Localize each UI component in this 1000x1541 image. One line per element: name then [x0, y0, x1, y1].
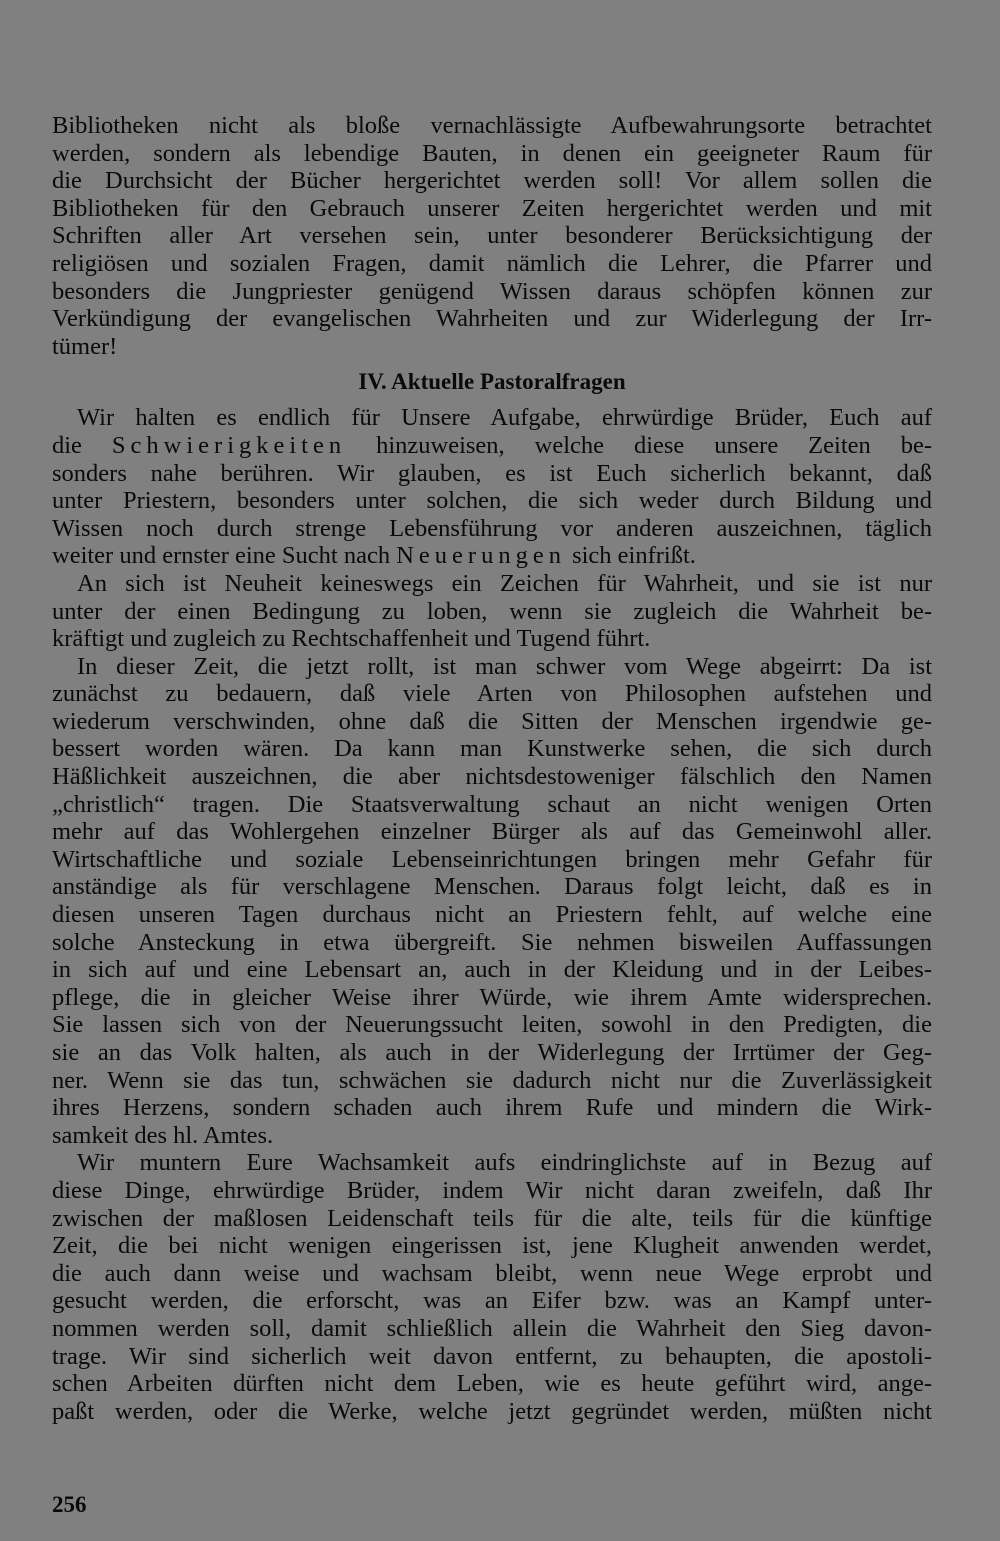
paragraph-4 — [52, 653, 932, 1150]
text-line: „christlich“ tragen. Die Staatsverwaltung schaut an nicht wenigen Orten — [52, 790, 932, 818]
text-line: Schriften aller Art versehen sein, unter besonderer Berücksichtigung der — [52, 222, 932, 250]
text-line: bessert worden wären. Da kann man Kunstwerke sehen, die sich durch — [52, 735, 932, 763]
text-line: Verkündigung der evangelischen Wahrheiten und zur Widerlegung der Irr- — [52, 305, 932, 333]
text-line — [52, 432, 932, 460]
text-line: mehr auf das Wohlergehen einzelner Bürger als auf das Gemeinwohl aller. — [52, 818, 932, 846]
text-line: kräftigt und zugleich zu Rechtschaffenheit und Tugend führt. — [52, 625, 651, 653]
text-fragment: weiter und ernster eine Sucht nach — [52, 542, 391, 570]
text-line: religiösen und sozialen Fragen, damit nämlich die Lehrer, die Pfarrer und — [52, 249, 932, 277]
text-line: anständige als für verschlagene Menschen. Daraus folgt leicht, daß es in — [52, 873, 932, 901]
paragraph-2 — [52, 404, 932, 570]
text-line: nommen werden soll, damit schließlich allein die Wahrheit den Sieg davon- — [52, 1314, 932, 1342]
text-fragment: sich einfrißt. — [572, 542, 696, 570]
text-line: Wissen noch durch strenge Lebensführung vor anderen auszeichnen, täglich — [52, 514, 932, 542]
text-line: sie an das Volk halten, als auch in der Widerlegung der Irrtümer der Geg- — [52, 1039, 932, 1066]
text-line: sonders nahe berühren. Wir glauben, es ist Euch sicherlich bekannt, daß — [52, 459, 932, 487]
paragraph-3 — [52, 570, 932, 653]
text-line: wiederum verschwinden, ohne daß die Sitten der Menschen irgendwie ge- — [52, 707, 932, 735]
text-line: In dieser Zeit, die jetzt rollt, ist man schwer vom Wege abgeirrt: Da ist — [77, 652, 932, 680]
emphasized-word: Schwierigkeiten — [111, 431, 347, 459]
page-body — [52, 112, 932, 1425]
text-line: werden, sondern als lebendige Bauten, in denen ein geeigneter Raum für — [52, 139, 932, 167]
text-fragment: die — [52, 431, 82, 459]
text-line: in sich auf und eine Lebensart an, auch in der Kleidung und in der Leibes- — [52, 956, 932, 984]
text-line: Bibliotheken nicht als bloße vernachlässigte Aufbewahrungsorte betrachtet — [52, 112, 932, 139]
text-fragment: hinzuweisen, welche diese unsere Zeiten be- — [376, 431, 933, 459]
text-line: Bibliotheken für den Gebrauch unserer Zeiten hergerichtet werden und mit — [52, 194, 932, 222]
text-line: unter der einen Bedingung zu loben, wenn sie zugleich die Wahrheit be- — [52, 597, 932, 625]
text-line: unter Priestern, besonders unter solchen, die sich weder durch Bildung und — [52, 487, 932, 515]
text-line — [52, 542, 932, 570]
text-line: gesucht werden, die erforscht, was an Eifer bzw. was an Kampf unter- — [52, 1287, 932, 1315]
text-line: An sich ist Neuheit keineswegs ein Zeichen für Wahrheit, und sie ist nur — [77, 569, 932, 597]
text-line: die Durchsicht der Bücher hergerichtet werden soll! Vor allem sollen die — [52, 167, 932, 195]
text-line: schen Arbeiten dürften nicht dem Leben, wie es heute geführt wird, ange- — [52, 1370, 932, 1398]
page-number: 256 — [52, 1492, 87, 1517]
text-line: Sie lassen sich von der Neuerungssucht leiten, sowohl in den Predigten, die — [52, 1011, 932, 1039]
text-line: die auch dann weise und wachsam bleibt, wenn neue Wege erprobt und — [52, 1259, 932, 1287]
text-line: Wirtschaftliche und soziale Lebenseinrichtungen bringen mehr Gefahr für — [52, 845, 932, 873]
emphasized-word: Neuerungen — [396, 542, 566, 570]
text-line: pflege, die in gleicher Weise ihrer Würde, wie ihrem Amte widersprechen. — [52, 983, 932, 1011]
text-line: Zeit, die bei nicht wenigen eingerissen ist, jene Klugheit anwenden werdet, — [52, 1232, 932, 1260]
text-line: Wir muntern Eure Wachsamkeit aufs eindringlichste auf in Bezug auf — [77, 1149, 932, 1177]
text-line: solche Ansteckung in etwa übergreift. Sie nehmen bisweilen Auffassungen — [52, 928, 932, 956]
section-heading: IV. Aktuelle Pastoralfragen — [358, 369, 626, 395]
text-line: samkeit des hl. Amtes. — [52, 1121, 274, 1149]
text-line: tümer! — [52, 332, 118, 360]
paragraph-1 — [52, 112, 932, 360]
text-line: paßt werden, oder die Werke, welche jetzt gegründet werden, müßten nicht — [52, 1397, 932, 1425]
text-line: zunächst zu bedauern, daß viele Arten von Philosophen aufstehen und — [52, 680, 932, 708]
text-line: ner. Wenn sie das tun, schwächen sie dadurch nicht nur die Zuverlässigkeit — [52, 1066, 932, 1094]
text-line: zwischen der maßlosen Leidenschaft teils für die alte, teils für die künftige — [52, 1204, 932, 1232]
text-line: trage. Wir sind sicherlich weit davon entfernt, zu behaupten, die apostoli- — [52, 1342, 932, 1370]
text-line: Häßlichkeit auszeichnen, die aber nichtsdestoweniger fälschlich den Namen — [52, 763, 932, 791]
text-line: ihres Herzens, sondern schaden auch ihrem Rufe und mindern die Wirk- — [52, 1094, 932, 1122]
text-line: diese Dinge, ehrwürdige Brüder, indem Wir nicht daran zweifeln, daß Ihr — [52, 1176, 932, 1204]
paragraph-5 — [52, 1149, 932, 1425]
text-line: diesen unseren Tagen durchaus nicht an Priestern fehlt, auf welche eine — [52, 901, 932, 929]
text-line: besonders die Jungpriester genügend Wissen daraus schöpfen können zur — [52, 277, 932, 305]
text-line: Wir halten es endlich für Unsere Aufgabe, ehrwürdige Brüder, Euch auf — [77, 404, 932, 432]
